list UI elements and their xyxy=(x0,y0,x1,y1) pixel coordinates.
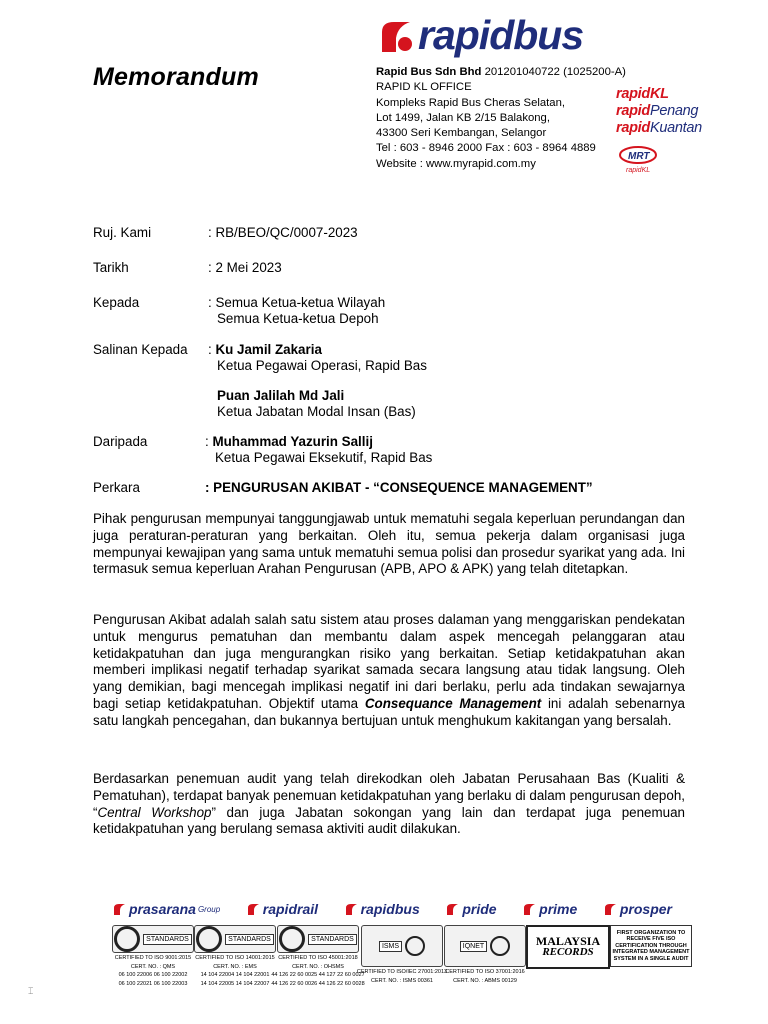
cert-iso14001: STANDARDS CERTIFIED TO ISO 14001:2015 CERT. NO. : EMS 14 104 22004 14 104 22001 14 104 22005 14 104 22007 xyxy=(194,925,276,985)
phone-fax-line: Tel : 603 - 8946 2000 Fax : 603 - 8964 4889 xyxy=(376,142,596,155)
brand-wordmark: rapidbus xyxy=(418,12,584,58)
recipient-name: Puan Jalilah Md Jali xyxy=(217,388,345,403)
prasarana-logo: prasarana Group xyxy=(112,901,220,917)
ruj-value: : RB/BEO/QC/0007-2023 xyxy=(208,225,358,240)
rapidkl-logo: rapidKL xyxy=(616,86,669,102)
perkara-label: Perkara xyxy=(93,480,140,495)
page-corner-mark-icon: ⌶ xyxy=(28,986,34,996)
rapidbus-mark-icon xyxy=(376,16,416,56)
company-reg: 201201040722 (1025200-A) xyxy=(481,66,626,78)
paragraph-3: Berdasarkan penemuan audit yang telah direkodkan oleh Jabatan Perusahaan Bas (Kualiti & Pematuhan), terdapat banyak penemuan ketidakpatuhan yang berlaku di dalam pengurusan depoh, “Central Workshop” dan juga Jabatan sokongan yang lain dan terdapat juga penemuan ketidakpatuhan yang berulang semasa aktiviti audit dilakukan. xyxy=(93,771,685,837)
rapidkuantan-logo: rapidKuantan xyxy=(616,120,702,136)
sender-title: Ketua Pegawai Eksekutif, Rapid Bas xyxy=(215,450,433,465)
certification-row xyxy=(112,925,690,987)
paragraph-2: Pengurusan Akibat adalah salah satu sistem atau proses dalaman yang menggariskan pendekatan untuk mengurus pematuhan dan membantu dalam aspek mencegah pelanggaran atau ketidakpatuhan dan juga mengurangkan risiko yang berkaitan. Setiap ketidakpatuhan akan memberi implikasi negatif terhadap syarikat samada secara langsung atau tidak langsung. Oleh yang demikian, bagi mencegah implikasi negatif ini dari berlaku, perlu ada tindakan sewajarnya bagi setiap ketidakpatuhan. Objektif utama Consequance Management ini adalah sebenarnya satu langkah pencegahan, dan bukannya bertujuan untuk menghukum kakitangan yang bersalah. xyxy=(93,612,685,728)
address-line: Lot 1499, Jalan KB 2/15 Balakong, xyxy=(376,111,550,124)
iqnet-badge-icon: IQNET xyxy=(444,925,526,967)
tarikh-value: : 2 Mei 2023 xyxy=(208,260,282,275)
rapidbus-logo xyxy=(376,12,583,59)
kepada-value: Semua Ketua-ketua Depoh xyxy=(217,311,379,326)
first-organization-note: FIRST ORGANIZATION TO RECEIVE FIVE ISO CERTIFICATION THROUGH INTEGRATED MANAGEMENT SYSTEM IN A SINGLE AUDIT xyxy=(610,925,692,985)
prosper-logo: prosper xyxy=(603,901,672,917)
cert-iso45001: STANDARDS CERTIFIED TO ISO 45001:2018 CERT. NO. : OHSMS 44 126 22 60 0025 44 127 22 60 0027 44 126 22 60 0026 44 126 22 60 0028 xyxy=(276,925,360,985)
cert-iso37001: IQNET CERTIFIED TO ISO 37001:2016 CERT. NO. : ABMS 00129 xyxy=(444,925,526,985)
sub-brand-list xyxy=(616,86,756,137)
emphasis: Consequance Management xyxy=(364,695,542,711)
certification-badge-icon: STANDARDS xyxy=(194,925,276,953)
sender-name: Muhammad Yazurin Sallij xyxy=(212,434,373,449)
address-line: 43300 Seri Kembangan, Selangor xyxy=(376,127,547,140)
recipient-name: Ku Jamil Zakaria xyxy=(215,342,322,357)
memo-title: Memorandum xyxy=(93,63,259,91)
address-line: RAPID KL OFFICE xyxy=(376,81,472,94)
company-address-block xyxy=(376,65,626,172)
mrt-label: MRT xyxy=(628,151,650,162)
prime-logo: prime xyxy=(522,901,577,917)
website-line: Website : www.myrapid.com.my xyxy=(376,157,536,170)
mrt-logo-icon xyxy=(618,145,662,175)
emphasis: Central Workshop xyxy=(97,804,212,820)
address-line: Kompleks Rapid Bus Cheras Selatan, xyxy=(376,96,566,109)
perkara-value: : PENGURUSAN AKIBAT - “CONSEQUENCE MANAGEMENT” xyxy=(205,480,593,495)
isms-badge-icon: ISMS xyxy=(361,925,443,967)
rapidpenang-logo: rapidPenang xyxy=(616,103,699,119)
pride-logo: pride xyxy=(445,901,496,917)
rapidrail-logo: rapidrail xyxy=(246,901,318,917)
mrt-sub-label: rapidKL xyxy=(626,167,651,174)
daripada-label: Daripada xyxy=(93,434,148,449)
salinan-recipient-1: : Ku Jamil Zakaria xyxy=(208,342,322,357)
cert-iso9001: STANDARDS CERTIFIED TO ISO 9001:2015 CERT. NO. : QMS 06 100 22006 06 100 22002 06 100 22021 06 100 22003 xyxy=(112,925,194,985)
ruj-label: Ruj. Kami xyxy=(93,225,152,240)
cert-iso27001: ISMS CERTIFIED TO ISO/IEC 27001:2013 CERT. NO. : ISMS 00361 xyxy=(360,925,444,985)
salinan-label: Salinan Kepada xyxy=(93,342,188,357)
kepada-label: Kepada xyxy=(93,295,140,310)
company-name-line xyxy=(376,65,626,80)
recipient-title: Ketua Jabatan Modal Insan (Bas) xyxy=(217,404,416,419)
kepada-value: : Semua Ketua-ketua Wilayah xyxy=(208,295,386,310)
tarikh-label: Tarikh xyxy=(93,260,129,275)
recipient-title: Ketua Pegawai Operasi, Rapid Bas xyxy=(217,358,427,373)
rapidbus-footer-logo: rapidbus xyxy=(344,901,420,917)
footer-logo-row xyxy=(112,901,672,917)
malaysia-book-of-records-logo: MALAYSIA RECORDS xyxy=(526,925,610,985)
sender: : Muhammad Yazurin Sallij xyxy=(205,434,373,449)
company-name: Rapid Bus Sdn Bhd xyxy=(376,66,482,78)
certification-badge-icon: STANDARDS xyxy=(112,925,194,953)
certification-badge-icon: STANDARDS xyxy=(277,925,359,953)
paragraph-1: Pihak pengurusan mempunyai tanggungjawab untuk mematuhi segala keperluan perundangan dan juga peraturan-peraturan yang berkaitan. Oleh itu, semua pekerja dalam organisasi juga mempunyai kewajipan yang sama untuk mematuhi semua polisi dan prosedur syarikat yang ada. Ini termasuk semua keperluan Arahan Pengurusan (APB, APO & APK) yang telah ditetapkan. xyxy=(93,511,685,577)
